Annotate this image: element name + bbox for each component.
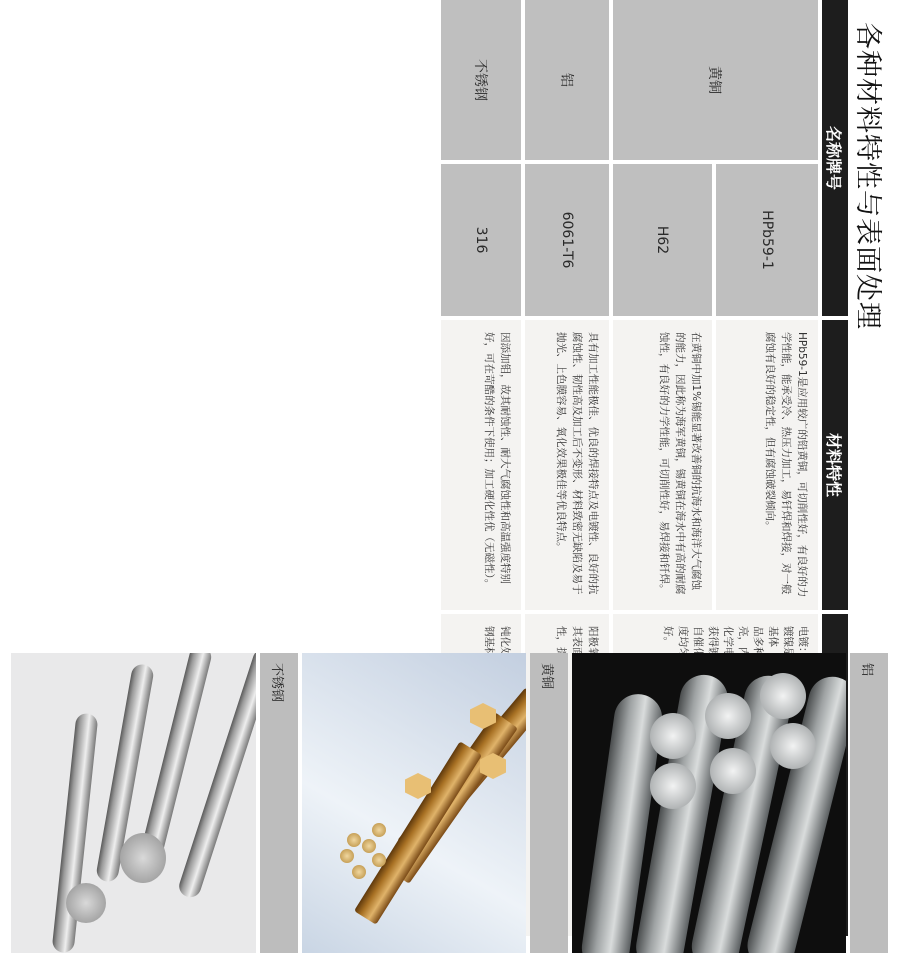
surface-brass: 化学电 获得镀 自催化 度均匀 好。 (613, 614, 818, 936)
grade-hpb59-1: HPb59-1 (716, 164, 818, 316)
caption-stainless: 不锈钢 (260, 653, 298, 953)
material-stainless: 不锈钢 (441, 0, 521, 160)
caption-brass: 黄铜 (530, 653, 568, 953)
properties-aluminum: 具有加工性能极佳、优良的焊接特点及电镀性、良好的抗腐蚀性、韧性高及加工后不变形、材料致密无缺陷及易于抛光、上色膜容易、氧化效果极佳等优良特点。 (525, 320, 609, 610)
stainless-steel-rods-photo (11, 653, 256, 953)
properties-stainless: 因添加钼，故其耐蚀性、耐大气腐蚀性和高温强度特别好，可在苛酷的条件下使用；加工硬化性优（无磁性）。 (441, 320, 521, 610)
grade-316: 316 (441, 164, 521, 316)
page-title: 各种材料特性与表面处理 (852, 22, 883, 330)
header-name: 名称牌号 (822, 0, 848, 316)
brass-hex-rods-photo (302, 653, 526, 953)
aluminum-rods-photo (572, 653, 846, 953)
caption-aluminum: 铝 (850, 653, 888, 953)
properties-h62: 在黄铜中加1%锡能显著改善铜的抗海水和海洋大气腐蚀的能力，因此称为海军黄铜，锡黄铜在海水中有高的耐腐蚀性，有良好的力学性能，可切削性好，易焊接和钎焊。 (613, 320, 712, 610)
properties-hpb59-1: HPb59-1是应用较广的铅黄铜，可切削性好，有良好的力学性能，能承受冷、热压力加工，易钎焊和焊接，对一般腐蚀有良好的稳定性，但有腐蚀破裂倾向。 (716, 320, 818, 610)
header-properties: 材料特性 (822, 320, 848, 610)
grade-h62: H62 (613, 164, 712, 316)
material-brass: 黄铜 (613, 0, 818, 160)
material-aluminum: 铝 (525, 0, 609, 160)
grade-6061-t6: 6061-T6 (525, 164, 609, 316)
